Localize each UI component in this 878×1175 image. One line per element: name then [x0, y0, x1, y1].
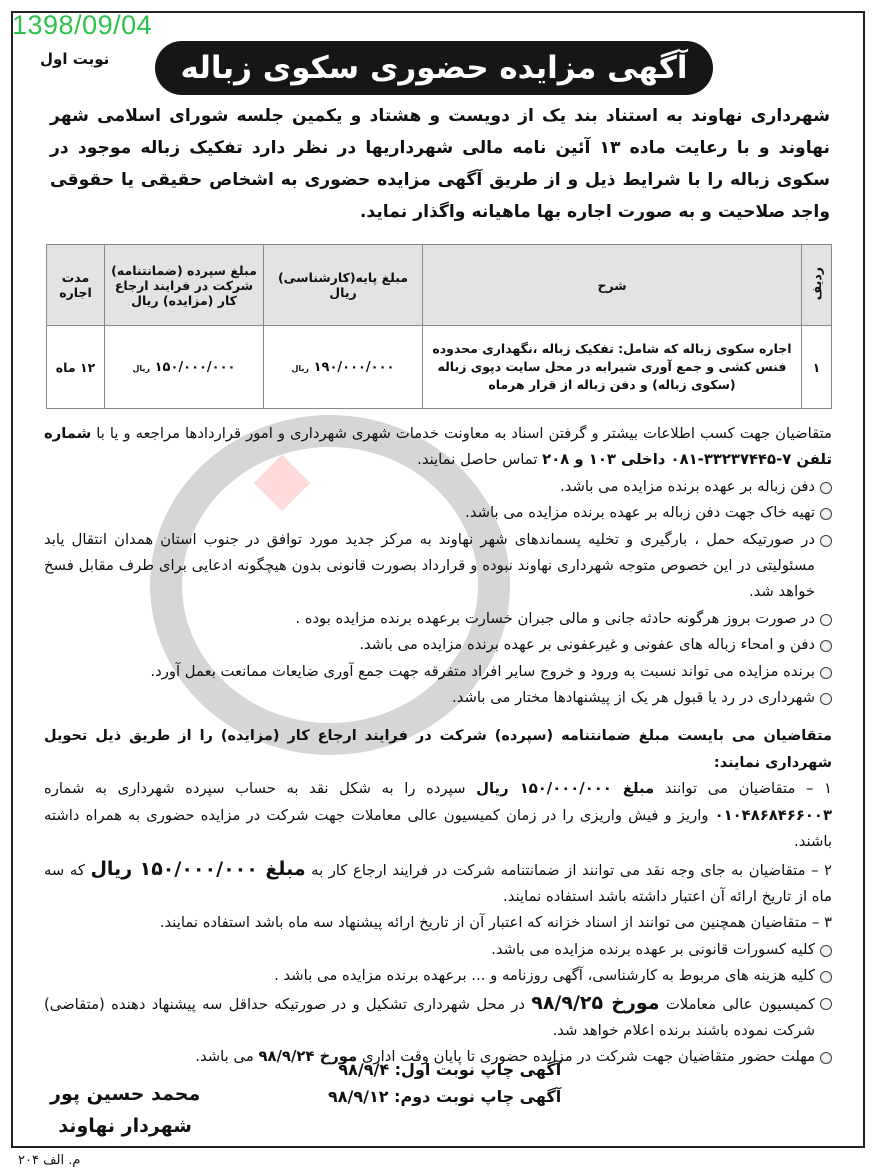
bullet-icon	[820, 640, 832, 652]
deposit-value: ۱۵۰/۰۰۰/۰۰۰	[154, 359, 236, 375]
body-section	[44, 421, 832, 1071]
bullet-icon	[820, 535, 832, 547]
base-price-unit: ریال	[291, 363, 310, 373]
print-date-first: آگهی چاپ نوبت اول: ۹۸/۹/۴	[338, 1060, 562, 1079]
header-description: شرح	[423, 245, 802, 326]
table-row	[47, 326, 832, 409]
print-date-second: آگهی چاپ نوبت دوم: ۹۸/۹/۱۲	[328, 1087, 562, 1106]
deposit-option-2: ۲ – متقاضیان به جای وجه نقد می توانند از ضمانتنامه شرکت در فرایند ارجاع کار به مبلغ ۱۵۰/۰۰۰/۰۰۰ ریال که سه ماه از تاریخ ارائه آن اعتبار داشته باشد استفاده نمایند.	[44, 857, 832, 905]
bullet-icon	[820, 508, 832, 520]
contact-phone: شماره تلفن ۷-۳۳۲۳۷۴۴۵-۰۸۱ داخلی ۱۰۳ و ۲۰۸	[44, 425, 832, 469]
list-item: تهیه خاک جهت دفن زباله بر عهده برنده مزایده می باشد.	[44, 500, 832, 526]
intro-paragraph: شهرداری نهاوند به استناد بند یک از دویست و هشتاد و یکمین جلسه شورای اسلامی شهر نهاوند و با رعایت ماده ۱۳ آئین نامه مالی شهرداریها در نظر دارد تفکیک زباله موجود در سکوی زباله را با شرایط ذیل و از طریق آگهی مزایده حضوری به اشخاص حقیقی یا حقوقی واجد صلاحیت و به صورت اجاره بها ماهیانه واگذار نماید.	[50, 106, 830, 222]
cell-duration: ۱۲ ماه	[47, 326, 105, 409]
list-item: برنده مزایده می تواند نسبت به ورود و خروج سایر افراد متفرقه جهت جمع آوری ضایعات ممانعت بعمل آورد.	[44, 659, 832, 685]
deposit-unit: ریال	[132, 363, 151, 373]
deposit-option-2-amount: مبلغ ۱۵۰/۰۰۰/۰۰۰ ریال	[90, 857, 306, 880]
print-dates	[328, 1056, 561, 1110]
deadline-date: مورخ ۹۸/۹/۲۴	[258, 1048, 358, 1066]
deposit-heading: متقاضیان می بایست مبلغ ضمانتنامه (سپرده) شرکت در فرایند ارجاع کار (مزایده) را از طریق ذیل تحویل شهرداری نمایند:	[44, 728, 832, 771]
list-item: در صورتیکه حمل ، بارگیری و تخلیه پسماندهای شهر نهاوند به مرکز جدید مورد توافق در جنوب استان همدان انتقال یابد مسئولیتی در این خصوص متوجه شهرداری نهاوند نبوده و قرارداد بصورت قانونی بدون هیچگونه ادعایی برای طرف مقابل فسخ خواهد شد.	[44, 527, 832, 606]
bullet-icon	[820, 945, 832, 957]
header-base-price: مبلغ پایه(کارشناسی) ریال	[264, 245, 423, 326]
turn-label: نوبت اول	[40, 50, 110, 68]
header-row-number: ردیف	[802, 245, 832, 326]
cell-row-number: ۱	[802, 326, 832, 409]
signatory-name: محمد حسین پور	[50, 1083, 201, 1105]
contact-text-2: تماس حاصل نمایند.	[417, 451, 538, 469]
contact-text-1: متقاضیان جهت کسب اطلاعات بیشتر و گرفتن اسناد به معاونت خدمات شهری شهرداری و امور قراردادها مراجعه و یا با	[96, 425, 832, 442]
contact-paragraph	[44, 421, 832, 474]
header-duration: مدت اجاره	[47, 245, 105, 326]
deposit-option-3: ۳ – متقاضیان همچنین می توانند از اسناد خزانه که اعتبار آن از تاریخ ارائه پیشنهاد سه ماه باشد استفاده نمایند.	[159, 914, 832, 932]
header-deposit: مبلغ سپرده (ضمانتنامه) شرکت در فرایند ارجاع کار (مزایده) ریال	[105, 245, 264, 326]
signature-block	[50, 1078, 200, 1142]
footer-code: م. الف ۲۰۴	[18, 1153, 81, 1168]
cell-deposit	[105, 326, 264, 409]
list-item: مهلت حضور متقاضیان جهت شرکت در مزایده حضوری تا پایان وقت اداری مورخ ۹۸/۹/۲۴ می باشد.	[44, 1044, 832, 1070]
deposit-option-1: ۱ – متقاضیان می توانند مبلغ ۱۵۰/۰۰۰/۰۰۰ ریال سپرده را به شکل نقد به حساب سپرده شهرداری به شماره ۰۱۰۴۸۶۸۴۶۶۰۰۳ واریز و فیش واریزی را در زمان کمیسیون عالی معاملات جهت شرکت در مزایده حضوری به همراه داشته باشند.	[44, 780, 832, 851]
cell-base-price	[264, 326, 423, 409]
bullet-icon	[820, 693, 832, 705]
lots-table	[46, 244, 832, 409]
table-header-row	[47, 245, 832, 326]
list-item: شهرداری در رد یا قبول هر یک از پیشنهادها مختار می باشد.	[44, 685, 832, 711]
account-number: ۰۱۰۴۸۶۸۴۶۶۰۰۳	[714, 806, 832, 824]
bullet-icon	[820, 1052, 832, 1064]
title-banner	[158, 44, 710, 92]
bullet-icon	[820, 971, 832, 983]
commission-date: مورخ ۹۸/۹/۲۵	[531, 991, 660, 1014]
list-item: در صورت بروز هرگونه حادثه جانی و مالی جبران خسارت برعهده برنده مزایده بوده .	[44, 606, 832, 632]
cell-description: اجاره سکوی زباله که شامل: تفکیک زباله ،نگهداری محدوده فنس کشی و جمع آوری شیرابه در محل سایت دپوی زباله (سکوی زباله) و دفن زباله از قرار هرماه	[423, 326, 802, 409]
bullet-icon	[820, 614, 832, 626]
bullet-icon	[820, 998, 832, 1010]
list-item: دفن زباله بر عهده برنده مزایده می باشد.	[44, 474, 832, 500]
list-item: کلیه کسورات قانونی بر عهده برنده مزایده می باشد.	[44, 937, 832, 963]
bullet-icon	[820, 667, 832, 679]
page-title: آگهی مزایده حضوری سکوی زباله	[180, 50, 688, 86]
list-item: دفن و امحاء زباله های عفونی و غیرعفونی بر عهده برنده مزایده می باشد.	[44, 632, 832, 658]
deposit-option-1-amount: مبلغ ۱۵۰/۰۰۰/۰۰۰ ریال	[476, 780, 655, 798]
list-item: کلیه هزینه های مربوط به کارشناسی، آگهی روزنامه و ... برعهده برنده مزایده می باشد .	[44, 963, 832, 989]
bullet-icon	[820, 482, 832, 494]
date-stamp: 1398/09/04	[12, 10, 153, 40]
list-item: کمیسیون عالی معاملات مورخ ۹۸/۹/۲۵ در محل شهرداری تشکیل و در صورتیکه حداقل سه پیشنهاد دهنده (متقاضی) شرکت نموده باشند برنده اعلام خواهد شد.	[44, 990, 832, 1045]
signatory-title: شهردار نهاوند	[58, 1115, 192, 1137]
base-price-value: ۱۹۰/۰۰۰/۰۰۰	[313, 359, 395, 375]
